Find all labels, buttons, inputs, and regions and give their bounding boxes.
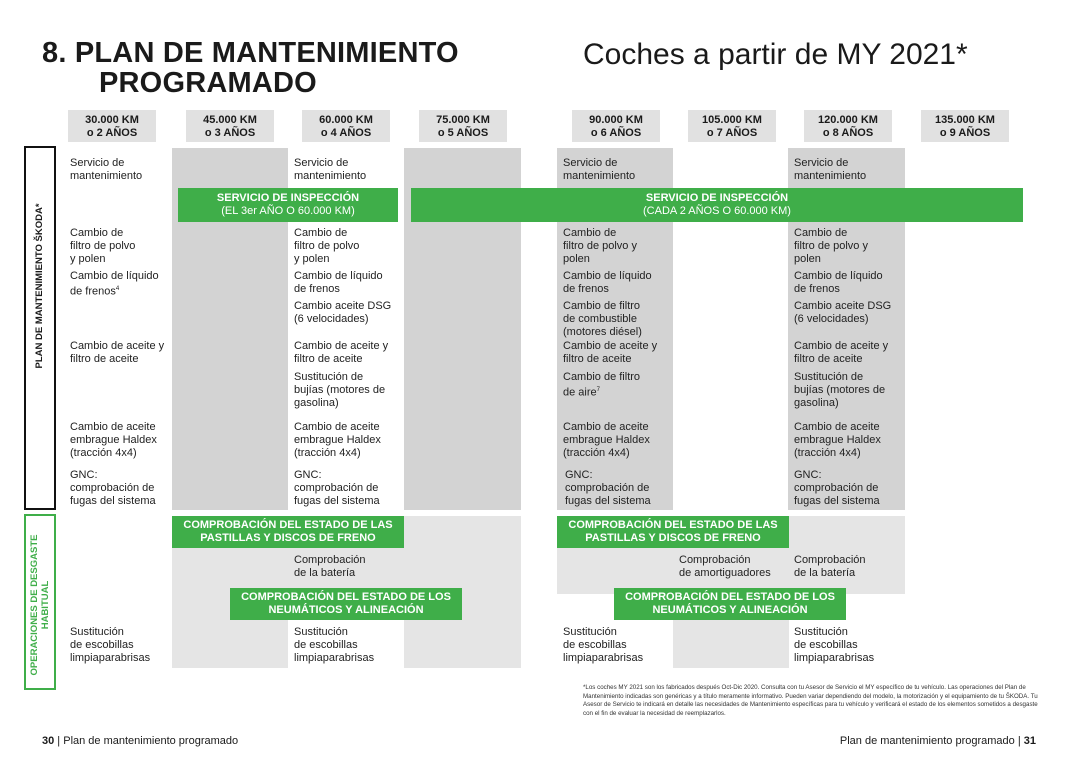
cell-liquido-60k: Cambio de líquido de frenos <box>294 270 383 295</box>
page-title <box>42 38 459 98</box>
col-header-135k: 135.000 KM o 9 AÑOS <box>921 110 1009 142</box>
cell-aire-90k: Cambio de filtro de aire$^7$ <box>563 371 641 399</box>
cell-aceite-30k: Cambio de aceite y filtro de aceite <box>70 340 165 365</box>
cell-gnc-90k: GNC: comprobación de fugas del sistema <box>565 469 651 507</box>
title-line2: PROGRAMADO <box>99 67 317 99</box>
col-header-30k: 30.000 KM o 2 AÑOS <box>68 110 156 142</box>
cell-servicio-30k: Servicio de mantenimiento <box>70 157 143 182</box>
col-header-75k: 75.000 KM o 5 AÑOS <box>419 110 507 142</box>
cell-gnc-120k: GNC: comprobación de fugas del sistema <box>794 469 880 507</box>
cell-bujias-120k: Sustitución de bujías (motores de gasolina) <box>794 371 886 409</box>
cell-aceite-60k: Cambio de aceite y filtro de aceite <box>294 340 389 365</box>
cell-servicio-90k: Servicio de mantenimiento <box>563 157 636 182</box>
cell-liquido-30k: Cambio de líquido de frenos$^4$ <box>70 270 159 298</box>
cell-gnc-30k: GNC: comprobación de fugas del sistema <box>70 469 156 507</box>
cell-polen-60k: Cambio de filtro de polvo y polen <box>294 227 360 265</box>
col-header-60k: 60.000 KM o 4 AÑOS <box>302 110 390 142</box>
cell-polen-30k: Cambio de filtro de polvo y polen <box>70 227 136 265</box>
title-line1: 8. PLAN DE MANTENIMIENTO <box>42 37 459 69</box>
cell-gnc-60k: GNC: comprobación de fugas del sistema <box>294 469 380 507</box>
cell-haldex-30k: Cambio de aceite embrague Haldex (tracción 4x4) <box>70 421 157 459</box>
brake-pads-bar-right: COMPROBACIÓN DEL ESTADO DE LAS PASTILLAS Y DISCOS DE FRENO <box>557 516 789 548</box>
col-header-90k: 90.000 KM o 6 AÑOS <box>572 110 660 142</box>
cell-servicio-120k: Servicio de mantenimiento <box>794 157 867 182</box>
page-footer-left: 30 | Plan de mantenimiento programado <box>42 735 239 747</box>
cell-liquido-90k: Cambio de líquido de frenos <box>563 270 652 295</box>
cell-dsg-120k: Cambio aceite DSG (6 velocidades) <box>794 300 892 325</box>
cell-amortiguadores-105k: Comprobación de amortiguadores <box>679 554 771 579</box>
page-subtitle: Coches a partir de MY 2021* <box>583 38 968 71</box>
cell-bujias-60k: Sustitución de bujías (motores de gasolina) <box>294 371 386 409</box>
cell-servicio-60k: Servicio de mantenimiento <box>294 157 367 182</box>
cell-haldex-90k: Cambio de aceite embrague Haldex (tracción 4x4) <box>563 421 650 459</box>
plan-side-label: PLAN DE MANTENIMIENTO ŠKODA* <box>34 203 45 369</box>
page-footer-right: Plan de mantenimiento programado | 31 <box>839 735 1036 747</box>
cell-escobillas-90k: Sustitución de escobillas limpiaparabrisas <box>563 626 644 664</box>
col-header-105k: 105.000 KM o 7 AÑOS <box>688 110 776 142</box>
cell-aceite-120k: Cambio de aceite y filtro de aceite <box>794 340 889 365</box>
cell-liquido-120k: Cambio de líquido de frenos <box>794 270 883 295</box>
cell-bateria-60k: Comprobación de la batería <box>294 554 366 579</box>
col-header-120k: 120.000 KM o 8 AÑOS <box>804 110 892 142</box>
footnote: *Los coches MY 2021 son los fabricados después Oct-Dic 2020. Consulta con tu Asesor de Servicio el MY específico de tu vehículo. Las operaciones del Plan de Mantenimiento indicadas son genéricas y a título meramente informativo. Pueden variar dependiendo del modelo, la motorización y el equipamiento de tu ŠKODA. Tu Asesor de Servicio te indicará en detalle las necesidades de Mantenimiento específicas para tu vehículo y verificará el estado de los elementos sometidos a desgaste con el fin de evaluar la necesidad de reemplazarlos. <box>583 684 1038 717</box>
inspection-bar-recurring: SERVICIO DE INSPECCIÓN (CADA 2 AÑOS O 60.000 KM) <box>411 188 1023 222</box>
cell-polen-90k: Cambio de filtro de polvo y polen <box>563 227 637 265</box>
cell-escobillas-120k: Sustitución de escobillas limpiaparabrisas <box>794 626 875 664</box>
tyres-bar-right: COMPROBACIÓN DEL ESTADO DE LOS NEUMÁTICOS Y ALINEACIÓN <box>614 588 846 620</box>
cell-polen-120k: Cambio de filtro de polvo y polen <box>794 227 868 265</box>
ops-side-label: OPERACIONES DE DESGASTE HABITUAL <box>29 534 51 676</box>
cell-combustible-90k: Cambio de filtro de combustible (motores diésel) <box>563 300 642 338</box>
cell-haldex-120k: Cambio de aceite embrague Haldex (tracción 4x4) <box>794 421 881 459</box>
cell-escobillas-30k: Sustitución de escobillas limpiaparabrisas <box>70 626 151 664</box>
cell-bateria-120k: Comprobación de la batería <box>794 554 866 579</box>
col-header-45k: 45.000 KM o 3 AÑOS <box>186 110 274 142</box>
cell-haldex-60k: Cambio de aceite embrague Haldex (tracción 4x4) <box>294 421 381 459</box>
cell-aceite-90k: Cambio de aceite y filtro de aceite <box>563 340 658 365</box>
inspection-bar-first: SERVICIO DE INSPECCIÓN (EL 3er AÑO O 60.000 KM) <box>178 188 398 222</box>
cell-escobillas-60k: Sustitución de escobillas limpiaparabrisas <box>294 626 375 664</box>
brake-pads-bar-left: COMPROBACIÓN DEL ESTADO DE LAS PASTILLAS Y DISCOS DE FRENO <box>172 516 404 548</box>
cell-dsg-60k: Cambio aceite DSG (6 velocidades) <box>294 300 392 325</box>
tyres-bar-left: COMPROBACIÓN DEL ESTADO DE LOS NEUMÁTICOS Y ALINEACIÓN <box>230 588 462 620</box>
